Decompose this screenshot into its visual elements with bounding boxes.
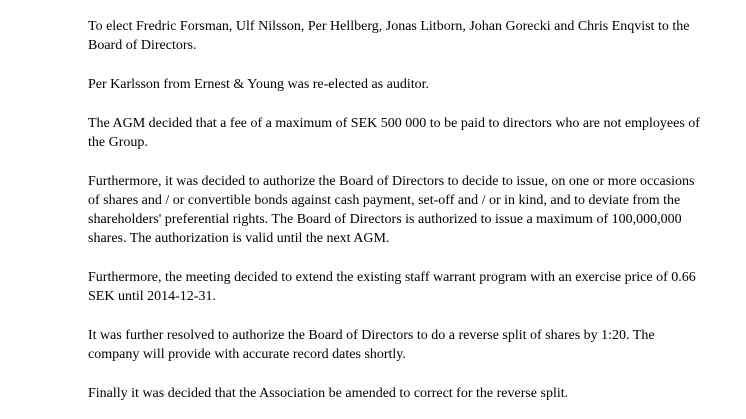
paragraph-auditor: Per Karlsson from Ernest & Young was re-elected as auditor. [88,76,429,92]
paragraph-share-issue-authorization: Furthermore, it was decided to authorize the Board of Directors to decide to issue, on one or more occasions of shares and / or convertible bonds against cash payment, set-off and / or in kind, and to deviate from the shareholders' preferential rights. The Board of Directors is authorized to issue a maximum of 100,000,000 shares. The authorization is valid until the next AGM. [88,173,695,247]
paragraph-board-election: To elect Fredric Forsman, Ulf Nilsson, Per Hellberg, Jonas Litborn, Johan Gorecki and Chris Enqvist to the Board of Directors. [88,19,690,54]
document-body [88,17,708,403]
paragraph-reverse-split: It was further resolved to authorize the Board of Directors to do a reverse split of shares by 1:20. The company will provide with accurate record dates shortly. [88,327,655,362]
paragraph-director-fee: The AGM decided that a fee of a maximum of SEK 500 000 to be paid to directors who are not employees of the Group. [88,115,700,150]
paragraph-articles-amendment: Finally it was decided that the Association be amended to correct for the reverse split. [88,385,569,401]
paragraph-warrant-program: Furthermore, the meeting decided to extend the existing staff warrant program with an exercise price of 0.66 SEK until 2014-12-31. [88,269,696,305]
